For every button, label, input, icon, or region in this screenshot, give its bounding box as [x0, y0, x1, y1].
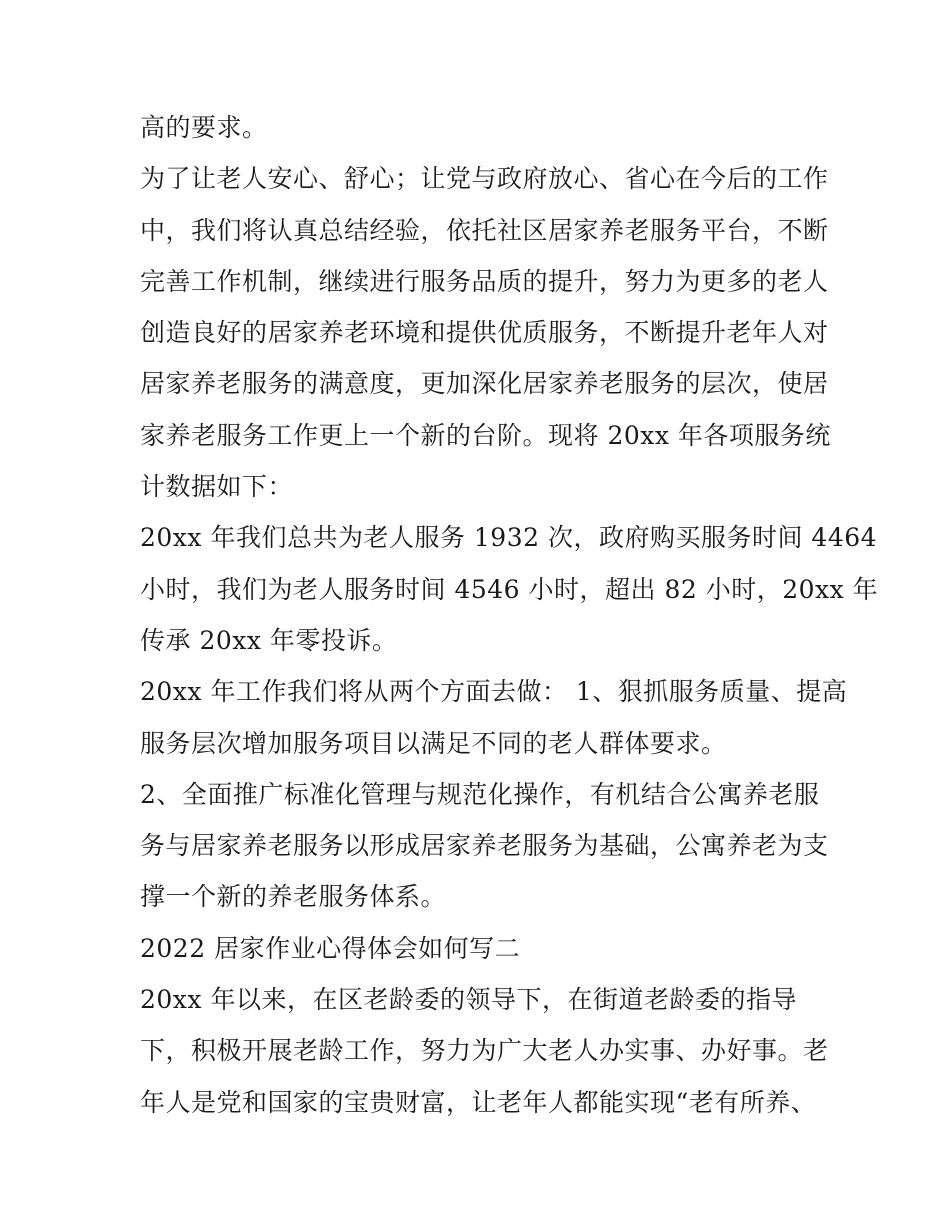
text-line: 20xx 年工作我们将从两个方面去做： 1、狠抓服务质量、提高	[140, 677, 848, 707]
text-line: 务与居家养老服务以形成居家养老服务为基础，公寓养老为支	[140, 831, 829, 861]
text-line: 服务层次增加服务项目以满足不同的老人群体要求。	[140, 728, 727, 758]
section-heading: 2022 居家作业心得体会如何写二	[140, 933, 521, 963]
text-line: 2、全面推广标准化管理与规范化操作，有机结合公寓养老服	[140, 779, 820, 809]
text-line: 完善工作机制，继续进行服务品质的提升，努力为更多的老人	[140, 266, 829, 296]
text-line: 家养老服务工作更上一个新的台阶。现将 20xx 年各项服务统	[140, 420, 831, 450]
text-line: 年人是党和国家的宝贵财富，让老年人都能实现“老有所养、	[140, 1087, 817, 1117]
text-line: 为了让老人安心、舒心；让党与政府放心、省心在今后的工作	[140, 164, 829, 194]
text-line: 计数据如下：	[140, 472, 294, 502]
text-line: 高的要求。	[140, 113, 268, 142]
text-line: 20xx 年我们总共为老人服务 1932 次，政府购买服务时间 4464	[140, 523, 878, 553]
text-line: 撑一个新的养老服务体系。	[140, 882, 447, 912]
text-line: 20xx 年以来，在区老龄委的领导下，在街道老龄委的指导	[140, 985, 797, 1015]
text-line: 中，我们将认真总结经验，依托社区居家养老服务平台，不断	[140, 215, 829, 245]
text-line: 下，积极开展老龄工作，努力为广大老人办实事、办好事。老	[140, 1036, 829, 1066]
text-line: 居家养老服务的满意度，更加深化居家养老服务的层次，使居	[140, 369, 829, 399]
text-line: 小时，我们为老人服务时间 4546 小时，超出 82 小时，20xx 年	[140, 574, 879, 604]
text-line: 创造良好的居家养老环境和提供优质服务，不断提升老年人对	[140, 318, 829, 348]
text-line: 传承 20xx 年零投诉。	[140, 625, 398, 655]
document-body	[140, 102, 879, 1128]
